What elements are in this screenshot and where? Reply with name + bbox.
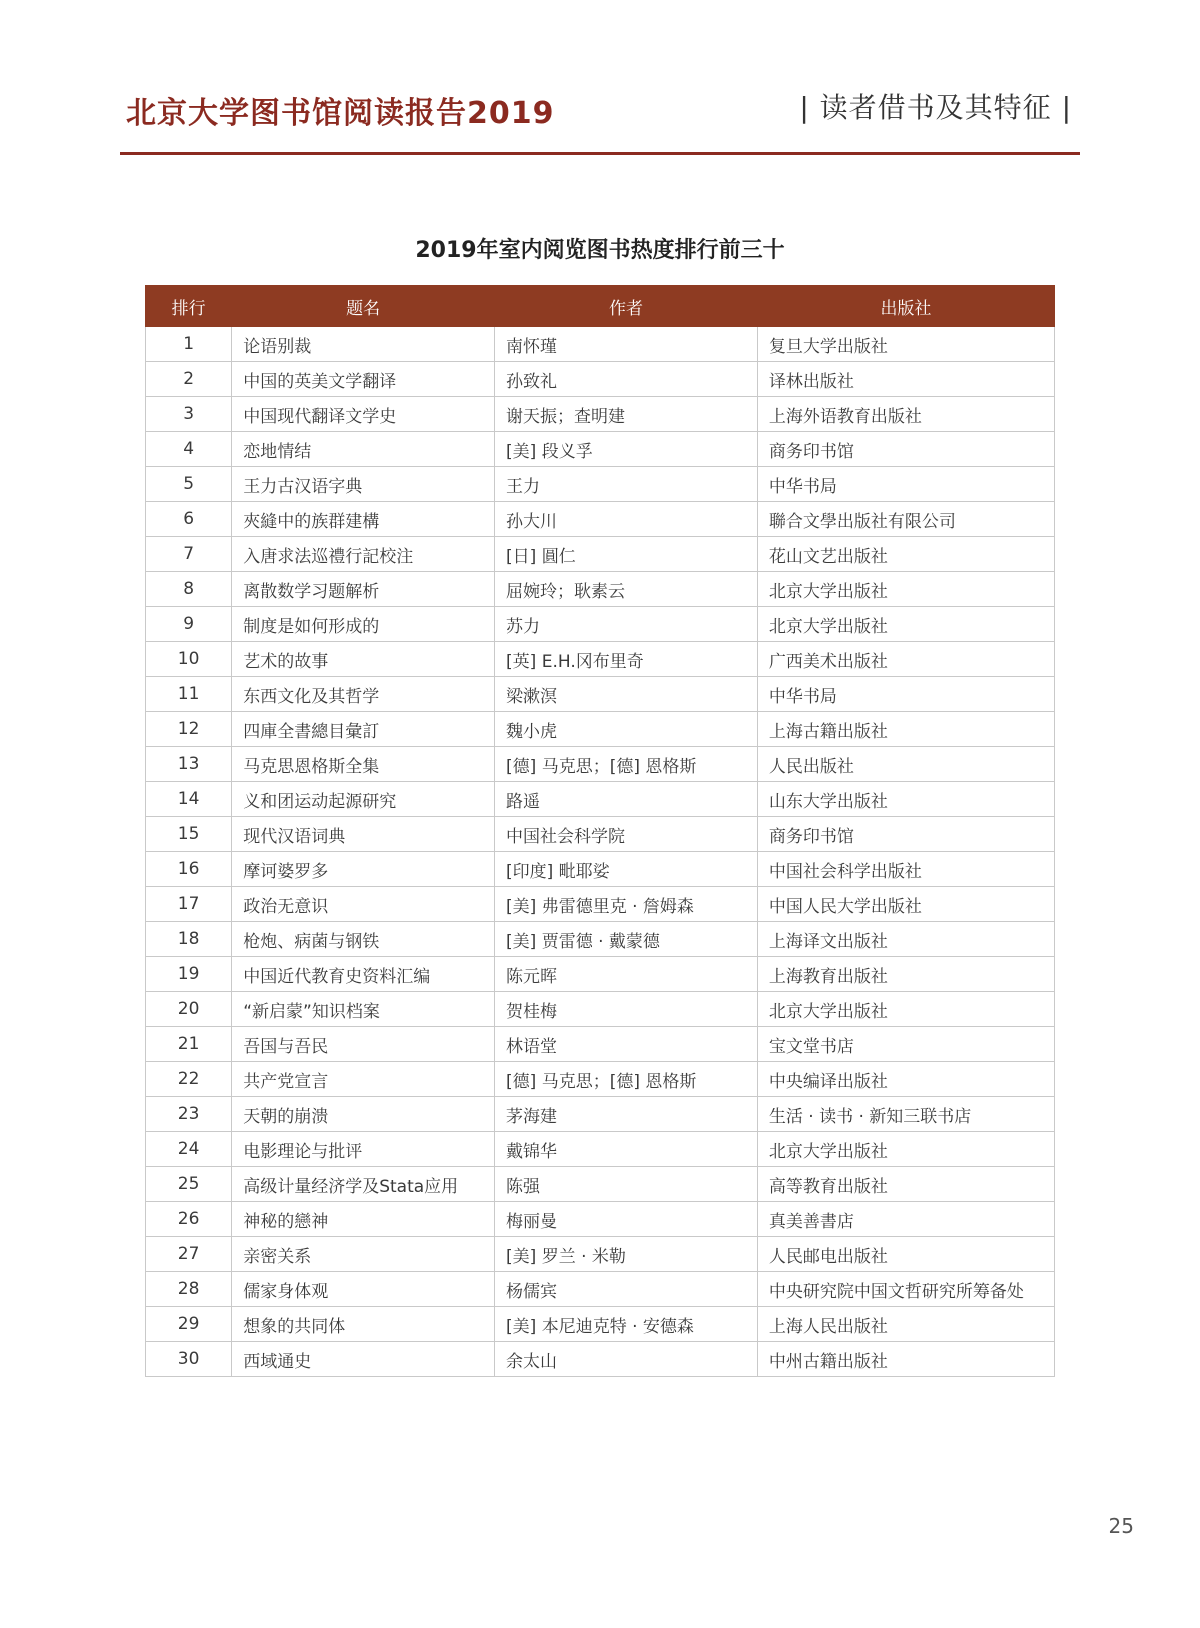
publisher-cell: 人民邮电出版社 xyxy=(757,1237,1054,1272)
rank-cell: 19 xyxy=(146,957,232,992)
publisher-cell: 广西美术出版社 xyxy=(757,642,1054,677)
table-row xyxy=(146,852,1055,887)
author-cell: [印度] 毗耶娑 xyxy=(495,852,758,887)
rank-cell: 14 xyxy=(146,782,232,817)
publisher-cell: 高等教育出版社 xyxy=(757,1167,1054,1202)
table-row xyxy=(146,747,1055,782)
author-cell: [美] 罗兰 · 米勒 xyxy=(495,1237,758,1272)
publisher-cell: 中州古籍出版社 xyxy=(757,1342,1054,1377)
rank-cell: 4 xyxy=(146,432,232,467)
author-cell: 茅海建 xyxy=(495,1097,758,1132)
author-cell: 梁漱溟 xyxy=(495,677,758,712)
author-cell: 孙致礼 xyxy=(495,362,758,397)
publisher-cell: 中华书局 xyxy=(757,467,1054,502)
title-cell: 枪炮、病菌与钢铁 xyxy=(232,922,495,957)
publisher-cell: 上海译文出版社 xyxy=(757,922,1054,957)
publisher-cell: 北京大学出版社 xyxy=(757,992,1054,1027)
publisher-cell: 聯合文學出版社有限公司 xyxy=(757,502,1054,537)
author-cell: 屈婉玲；耿素云 xyxy=(495,572,758,607)
author-cell: 王力 xyxy=(495,467,758,502)
title-cell: 中国近代教育史资料汇编 xyxy=(232,957,495,992)
table-row xyxy=(146,502,1055,537)
rank-cell: 3 xyxy=(146,397,232,432)
title-cell: 神秘的戀神 xyxy=(232,1202,495,1237)
author-cell: [美] 本尼迪克特 · 安德森 xyxy=(495,1307,758,1342)
table-row xyxy=(146,677,1055,712)
publisher-cell: 上海古籍出版社 xyxy=(757,712,1054,747)
table-row xyxy=(146,817,1055,852)
publisher-cell: 花山文艺出版社 xyxy=(757,537,1054,572)
author-cell: 魏小虎 xyxy=(495,712,758,747)
rank-cell: 21 xyxy=(146,1027,232,1062)
author-cell: 孙大川 xyxy=(495,502,758,537)
table-row xyxy=(146,362,1055,397)
rank-cell: 12 xyxy=(146,712,232,747)
table-row xyxy=(146,432,1055,467)
table-row xyxy=(146,1167,1055,1202)
title-cell: 西域通史 xyxy=(232,1342,495,1377)
table-row xyxy=(146,642,1055,677)
author-cell: [美] 段义孚 xyxy=(495,432,758,467)
author-cell: 陈元晖 xyxy=(495,957,758,992)
table-body xyxy=(146,327,1055,1377)
title-cell: 马克思恩格斯全集 xyxy=(232,747,495,782)
title-cell: 制度是如何形成的 xyxy=(232,607,495,642)
author-cell: 谢天振；查明建 xyxy=(495,397,758,432)
publisher-cell: 北京大学出版社 xyxy=(757,607,1054,642)
rank-cell: 18 xyxy=(146,922,232,957)
title-cell: 四庫全書總目彙訂 xyxy=(232,712,495,747)
publisher-cell: 中国人民大学出版社 xyxy=(757,887,1054,922)
author-cell: [美] 贾雷德 · 戴蒙德 xyxy=(495,922,758,957)
title-cell: 恋地情结 xyxy=(232,432,495,467)
title-cell: 现代汉语词典 xyxy=(232,817,495,852)
title-cell: 东西文化及其哲学 xyxy=(232,677,495,712)
rank-cell: 13 xyxy=(146,747,232,782)
publisher-cell: 宝文堂书店 xyxy=(757,1027,1054,1062)
table-row xyxy=(146,1202,1055,1237)
header-divider xyxy=(120,152,1080,155)
table-row xyxy=(146,1342,1055,1377)
table-row xyxy=(146,992,1055,1027)
author-cell: 余太山 xyxy=(495,1342,758,1377)
publisher-cell: 真美善書店 xyxy=(757,1202,1054,1237)
table-row xyxy=(146,572,1055,607)
rank-cell: 20 xyxy=(146,992,232,1027)
title-cell: 吾国与吾民 xyxy=(232,1027,495,1062)
title-cell: 离散数学习题解析 xyxy=(232,572,495,607)
author-cell: [美] 弗雷德里克 · 詹姆森 xyxy=(495,887,758,922)
table-row xyxy=(146,1097,1055,1132)
table-row xyxy=(146,1237,1055,1272)
rank-cell: 23 xyxy=(146,1097,232,1132)
publisher-cell: 生活 · 读书 · 新知三联书店 xyxy=(757,1097,1054,1132)
table-row xyxy=(146,1307,1055,1342)
title-cell: 想象的共同体 xyxy=(232,1307,495,1342)
title-cell: 亲密关系 xyxy=(232,1237,495,1272)
author-cell: 南怀瑾 xyxy=(495,327,758,362)
title-cell: 共产党宣言 xyxy=(232,1062,495,1097)
column-header-author: 作者 xyxy=(495,286,758,327)
rank-cell: 7 xyxy=(146,537,232,572)
title-cell: 高级计量经济学及Stata应用 xyxy=(232,1167,495,1202)
rank-cell: 8 xyxy=(146,572,232,607)
author-cell: 贺桂梅 xyxy=(495,992,758,1027)
section-title: | 读者借书及其特征 | xyxy=(799,91,1072,124)
rank-cell: 5 xyxy=(146,467,232,502)
title-cell: 中国的英美文学翻译 xyxy=(232,362,495,397)
title-cell: 夾縫中的族群建構 xyxy=(232,502,495,537)
table-row xyxy=(146,397,1055,432)
title-cell: 艺术的故事 xyxy=(232,642,495,677)
table-row xyxy=(146,1027,1055,1062)
title-cell: 摩诃婆罗多 xyxy=(232,852,495,887)
author-cell: [英] E.H.冈布里奇 xyxy=(495,642,758,677)
title-cell: 政治无意识 xyxy=(232,887,495,922)
table-row xyxy=(146,537,1055,572)
rank-cell: 9 xyxy=(146,607,232,642)
rank-cell: 29 xyxy=(146,1307,232,1342)
publisher-cell: 中央编译出版社 xyxy=(757,1062,1054,1097)
table-row xyxy=(146,327,1055,362)
rank-cell: 25 xyxy=(146,1167,232,1202)
author-cell: [德] 马克思；[德] 恩格斯 xyxy=(495,747,758,782)
column-header-rank: 排行 xyxy=(146,286,232,327)
rank-cell: 26 xyxy=(146,1202,232,1237)
author-cell: 苏力 xyxy=(495,607,758,642)
author-cell: 中国社会科学院 xyxy=(495,817,758,852)
title-cell: 义和团运动起源研究 xyxy=(232,782,495,817)
table-row xyxy=(146,782,1055,817)
title-cell: 论语别裁 xyxy=(232,327,495,362)
title-cell: “新启蒙”知识档案 xyxy=(232,992,495,1027)
page-number: 25 xyxy=(1108,1514,1134,1538)
author-cell: 戴锦华 xyxy=(495,1132,758,1167)
publisher-cell: 复旦大学出版社 xyxy=(757,327,1054,362)
rank-cell: 17 xyxy=(146,887,232,922)
author-cell: [德] 马克思；[德] 恩格斯 xyxy=(495,1062,758,1097)
ranking-table xyxy=(145,285,1055,1377)
table-row xyxy=(146,712,1055,747)
author-cell: 林语堂 xyxy=(495,1027,758,1062)
table-title: 2019年室内阅览图书热度排行前三十 xyxy=(415,238,785,263)
author-cell: 梅丽曼 xyxy=(495,1202,758,1237)
publisher-cell: 北京大学出版社 xyxy=(757,572,1054,607)
publisher-cell: 译林出版社 xyxy=(757,362,1054,397)
rank-cell: 11 xyxy=(146,677,232,712)
title-cell: 电影理论与批评 xyxy=(232,1132,495,1167)
table-header-row xyxy=(146,286,1055,327)
rank-cell: 6 xyxy=(146,502,232,537)
table-row xyxy=(146,607,1055,642)
rank-cell: 30 xyxy=(146,1342,232,1377)
table-row xyxy=(146,467,1055,502)
rank-cell: 16 xyxy=(146,852,232,887)
title-cell: 中国现代翻译文学史 xyxy=(232,397,495,432)
publisher-cell: 北京大学出版社 xyxy=(757,1132,1054,1167)
rank-cell: 24 xyxy=(146,1132,232,1167)
publisher-cell: 中国社会科学出版社 xyxy=(757,852,1054,887)
author-cell: 路遥 xyxy=(495,782,758,817)
title-cell: 王力古汉语字典 xyxy=(232,467,495,502)
table-row xyxy=(146,957,1055,992)
publisher-cell: 中华书局 xyxy=(757,677,1054,712)
table-row xyxy=(146,1062,1055,1097)
rank-cell: 27 xyxy=(146,1237,232,1272)
publisher-cell: 上海教育出版社 xyxy=(757,957,1054,992)
table-row xyxy=(146,887,1055,922)
rank-cell: 1 xyxy=(146,327,232,362)
publisher-cell: 上海人民出版社 xyxy=(757,1307,1054,1342)
author-cell: [日] 圓仁 xyxy=(495,537,758,572)
column-header-publisher: 出版社 xyxy=(757,286,1054,327)
publisher-cell: 上海外语教育出版社 xyxy=(757,397,1054,432)
author-cell: 杨儒宾 xyxy=(495,1272,758,1307)
author-cell: 陈强 xyxy=(495,1167,758,1202)
rank-cell: 22 xyxy=(146,1062,232,1097)
rank-cell: 10 xyxy=(146,642,232,677)
publisher-cell: 商务印书馆 xyxy=(757,432,1054,467)
report-title: 北京大学图书馆阅读报告2019 xyxy=(126,96,555,131)
publisher-cell: 山东大学出版社 xyxy=(757,782,1054,817)
table-row xyxy=(146,1132,1055,1167)
rank-cell: 15 xyxy=(146,817,232,852)
table-row xyxy=(146,1272,1055,1307)
publisher-cell: 中央研究院中国文哲研究所筹备处 xyxy=(757,1272,1054,1307)
title-cell: 儒家身体观 xyxy=(232,1272,495,1307)
publisher-cell: 人民出版社 xyxy=(757,747,1054,782)
column-header-title: 题名 xyxy=(232,286,495,327)
rank-cell: 2 xyxy=(146,362,232,397)
title-cell: 天朝的崩溃 xyxy=(232,1097,495,1132)
publisher-cell: 商务印书馆 xyxy=(757,817,1054,852)
table-row xyxy=(146,922,1055,957)
rank-cell: 28 xyxy=(146,1272,232,1307)
title-cell: 入唐求法巡禮行記校注 xyxy=(232,537,495,572)
